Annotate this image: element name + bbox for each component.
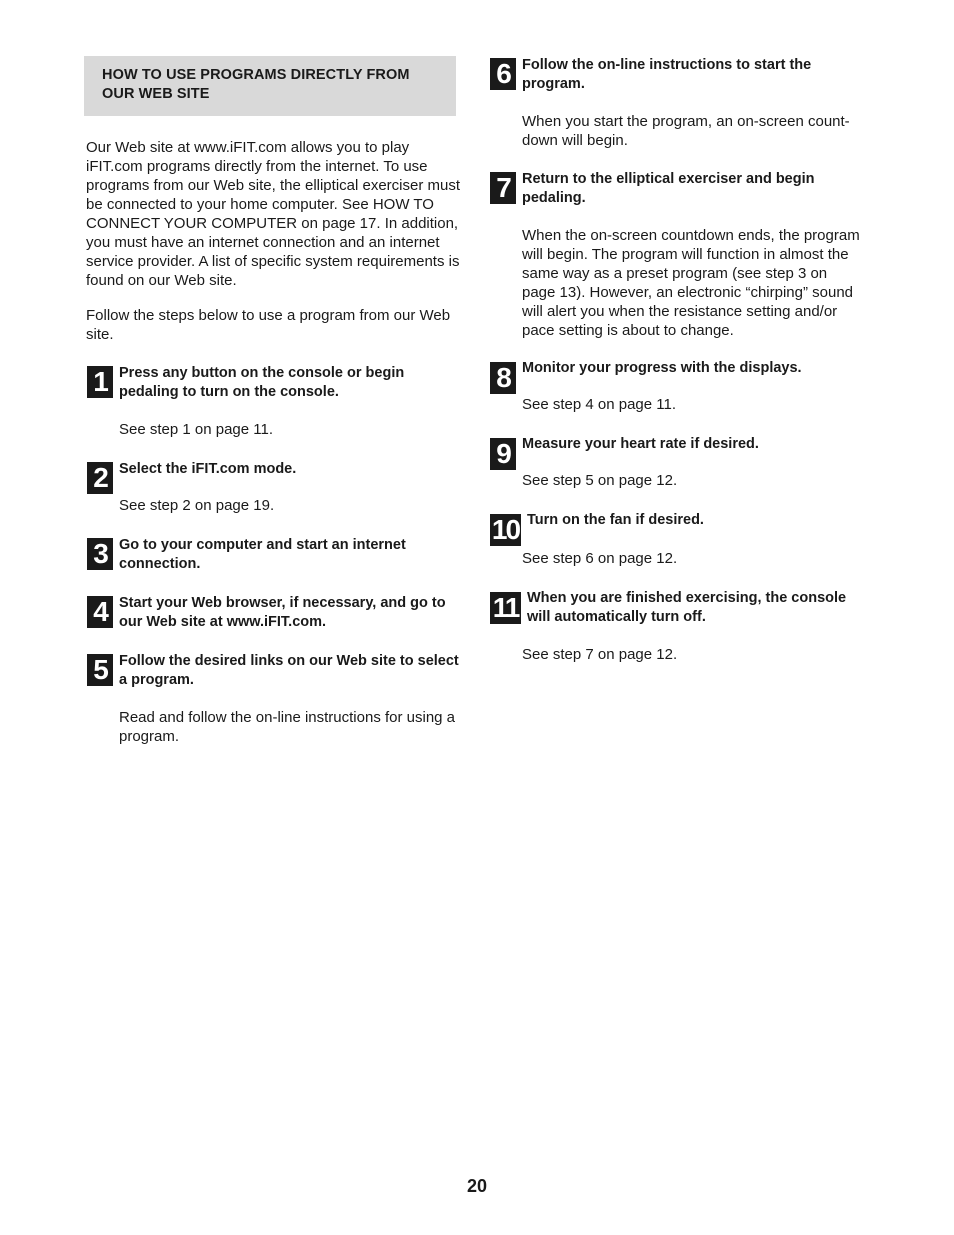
- step-title: Select the iFIT.com mode.: [119, 461, 297, 477]
- step-number-badge: 4: [87, 596, 113, 628]
- step-title: Go to your computer and start an internet connection.: [119, 537, 406, 572]
- section-title-line2: OUR WEB SITE: [102, 86, 210, 102]
- step-title: Turn on the fan if desired.: [527, 512, 704, 528]
- step-number-badge: 7: [490, 172, 516, 204]
- step-title: Monitor your progress with the displays.: [522, 360, 802, 376]
- step-title: Return to the elliptical exerciser and begin pedaling.: [522, 171, 815, 206]
- step-body: Read and follow the on-line instructions for using a program.: [119, 709, 456, 745]
- section-title-line1: HOW TO USE PROGRAMS DIRECTLY FROM: [102, 67, 410, 83]
- step-body: See step 6 on page 12.: [522, 550, 678, 567]
- section-header: [84, 56, 456, 116]
- step-number-badge: 3: [87, 538, 113, 570]
- page-number: 20: [466, 1176, 488, 1196]
- step-number-badge: 8: [490, 362, 516, 394]
- step-number-badge: 2: [87, 462, 113, 494]
- step-title: Measure your heart rate if desired.: [522, 436, 759, 452]
- step-title: Press any button on the console or begin pedaling to turn on the console.: [119, 365, 405, 400]
- step-body: When you start the program, an on-screen count-down will begin.: [522, 113, 850, 149]
- step-body: When the on-screen countdown ends, the program will begin. The program will function in almost the same way as a preset program (see step 3 on page 13). However, an electronic “chirping” sound will alert you when the resistance setting and/or pace setting is about to change.: [522, 227, 860, 339]
- step-body: See step 5 on page 12.: [522, 472, 678, 489]
- step-number-badge: 10: [491, 514, 520, 545]
- step-title: Follow the on-line instructions to start the program.: [522, 57, 812, 92]
- step-number-badge: 5: [87, 654, 113, 686]
- step-title: When you are finished exercising, the console will automatically turn off.: [527, 590, 847, 625]
- step-number-badge: 9: [490, 438, 516, 470]
- step-body: See step 2 on page 19.: [119, 497, 275, 514]
- step-body: See step 7 on page 12.: [522, 646, 678, 663]
- step-title: Follow the desired links on our Web site to select a program.: [119, 653, 459, 688]
- step-body: See step 4 on page 11.: [522, 396, 677, 413]
- step-number-badge: 11: [490, 592, 521, 624]
- step-number-badge: 1: [87, 366, 113, 398]
- step-title: Start your Web browser, if necessary, and go to our Web site at www.iFIT.com.: [119, 595, 446, 630]
- step-number-badge: 6: [490, 58, 516, 90]
- intro-paragraph-1: Our Web site at www.iFIT.com allows you to play iFIT.com programs directly from the internet. To use programs from our Web site, the elliptical exerciser must be connected to your home computer. See HOW TO CONNECT YOUR COMPUTER on page 17. In addition, you must have an internet connection and an internet service provider. A list of specific system requirements is found on our Web site.: [86, 139, 461, 289]
- intro-paragraph-2: Follow the steps below to use a program from our Web site.: [86, 307, 451, 343]
- step-body: See step 1 on page 11.: [119, 421, 274, 438]
